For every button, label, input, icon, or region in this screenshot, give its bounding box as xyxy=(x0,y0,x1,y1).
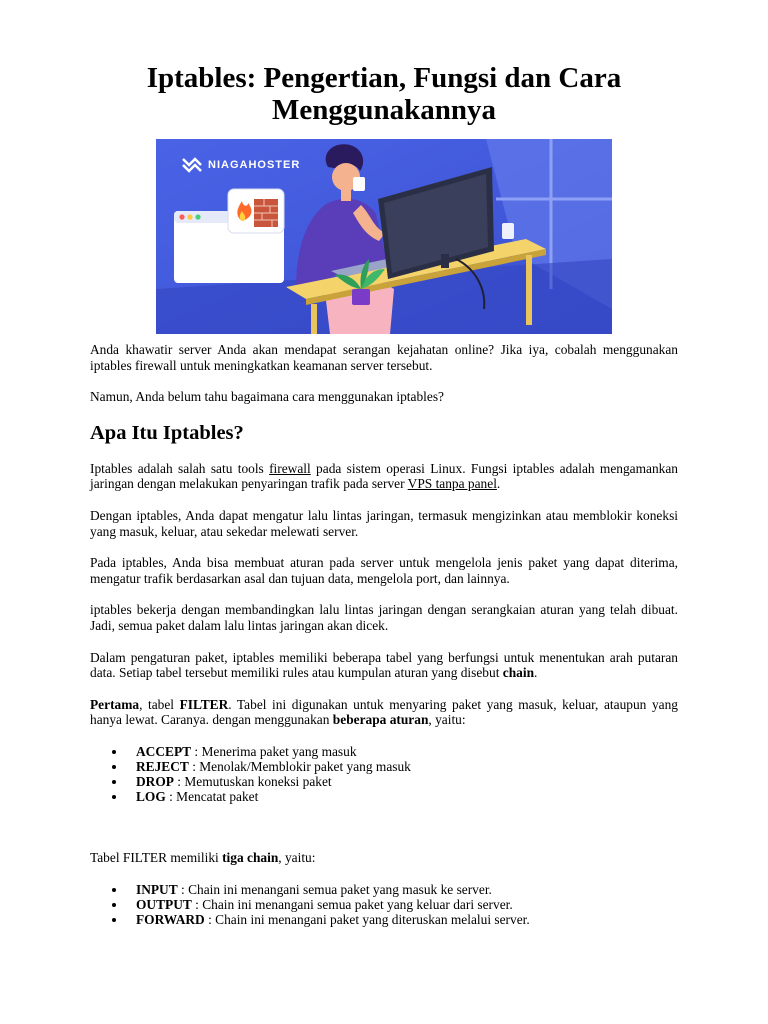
chain-desc: : Chain ini menangani paket yang diteruskan melalui server. xyxy=(204,911,530,927)
list-item xyxy=(136,759,678,774)
paragraph-rules: Pada iptables, Anda bisa membuat aturan pada server untuk mengelola jenis paket yang dapat diterima, mengatur trafik berdasarkan asal dan tujuan data, mengelola port, dan lainnya. xyxy=(90,555,678,586)
paragraph-three-chains xyxy=(90,850,678,866)
list-item xyxy=(136,789,678,804)
list-item xyxy=(136,882,678,897)
cup-icon xyxy=(502,223,514,239)
rule-name: LOG xyxy=(136,788,166,804)
text-span: pada sistem operasi Linux. Fungsi iptables adalah mengamankan jaringan dengan melakukan penyaringan trafik pada server xyxy=(90,460,678,492)
article-body xyxy=(90,342,678,927)
text-span: , tabel xyxy=(139,696,180,712)
paragraph-filter xyxy=(90,697,678,728)
bold-beberapa-aturan: beberapa aturan xyxy=(332,712,429,728)
rule-desc: : Menolak/Memblokir paket yang masuk xyxy=(188,758,411,774)
section-heading: Apa Itu Iptables? xyxy=(90,421,244,444)
rule-desc: : Menerima paket yang masuk xyxy=(191,743,357,759)
text-span: , yaitu: xyxy=(278,849,316,865)
list-item xyxy=(136,897,678,912)
paragraph-traffic: Dengan iptables, Anda dapat mengatur lalu lintas jaringan, termasuk mengizinkan atau memblokir koneksi yang masuk, keluar, atau sekedar melewati server. xyxy=(90,507,678,539)
brand-text: NIAGAHOSTER xyxy=(208,159,301,171)
list-item xyxy=(136,744,678,759)
list-item xyxy=(136,912,678,927)
text-span: . xyxy=(534,665,538,681)
text-span: , yaitu: xyxy=(428,712,466,728)
text-span: Iptables adalah salah satu tools xyxy=(90,460,270,476)
vps-tanpa-panel-link[interactable]: VPS tanpa panel xyxy=(407,476,497,492)
bold-pertama: Pertama xyxy=(90,696,140,712)
rule-name: ACCEPT xyxy=(136,743,192,759)
chain-name: INPUT xyxy=(136,881,178,897)
paragraph-tables xyxy=(90,650,678,681)
bold-chain: chain xyxy=(502,665,535,681)
bold-filter: FILTER xyxy=(179,696,229,712)
rule-name: DROP xyxy=(136,773,174,789)
firewall-icon xyxy=(228,189,284,233)
rule-desc: : Mencatat paket xyxy=(165,788,259,804)
rule-desc: : Memutuskan koneksi paket xyxy=(173,773,332,789)
text-span: Tabel FILTER memiliki xyxy=(90,849,223,865)
rule-name: REJECT xyxy=(136,758,189,774)
list-item xyxy=(136,774,678,789)
bold-tiga-chain: tiga chain xyxy=(222,849,279,865)
chain-name: OUTPUT xyxy=(136,896,192,912)
chain-name: FORWARD xyxy=(136,911,205,927)
intro-paragraph-1: Anda khawatir server Anda akan mendapat serangan kejahatan online? Jika iya, cobalah menggunakan iptables firewall untuk meningkatkan keamanan server tersebut. xyxy=(90,342,678,373)
chain-desc: : Chain ini menangani semua paket yang masuk ke server. xyxy=(177,881,492,897)
definition-paragraph xyxy=(90,461,678,492)
text-span: Dalam pengaturan paket, iptables memiliki beberapa tabel yang berfungsi untuk menentukan arah putaran data. Setiap tabel tersebut memiliki rules atau kumpulan aturan yang disebut xyxy=(90,649,678,681)
chain-desc: : Chain ini menangani semua paket yang keluar dari server. xyxy=(191,896,513,912)
document-title: Iptables: Pengertian, Fungsi dan Cara Menggunakannya xyxy=(146,62,622,126)
text-span: . xyxy=(496,476,501,492)
banner-illustration xyxy=(156,139,612,334)
text-span: . Tabel ini digunakan untuk menyaring paket yang masuk, keluar, ataupun yang hanya lewat. Caranya. dengan menggunakan xyxy=(90,696,678,728)
paragraph-compare: iptables bekerja dengan membandingkan lalu lintas jaringan dengan serangkaian aturan yang telah dibuat. Jadi, semua paket dalam lalu lintas jaringan akan dicek. xyxy=(90,602,678,633)
firewall-link[interactable]: firewall xyxy=(269,460,311,476)
rules-list xyxy=(90,744,678,804)
intro-paragraph-2: Namun, Anda belum tahu bagaimana cara menggunakan iptables? xyxy=(90,389,444,405)
chains-list xyxy=(90,882,678,927)
